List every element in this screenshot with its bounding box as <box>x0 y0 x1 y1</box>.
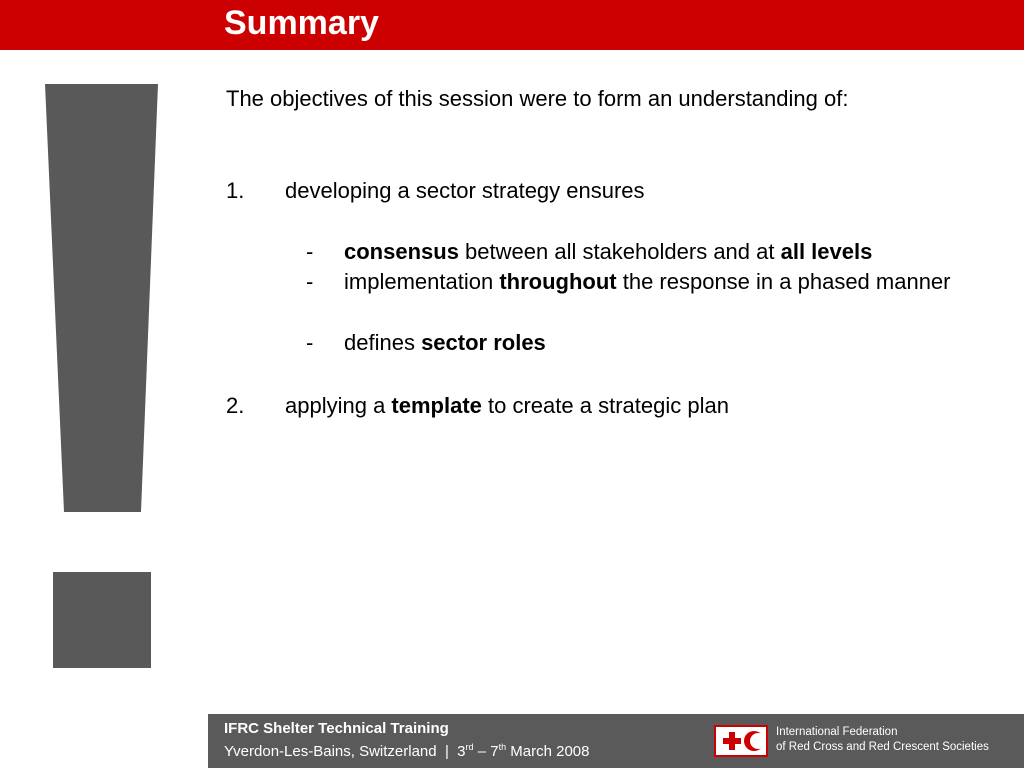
bullet-text-part: implementation <box>344 269 500 294</box>
bullet-text-part: between all stakeholders and at <box>458 239 781 264</box>
emphasis-all-levels: all levels <box>780 239 873 264</box>
bullet-text <box>344 328 964 358</box>
bullet-text <box>344 267 964 297</box>
footer-bar <box>208 714 1024 768</box>
footer-sup: rd <box>465 742 474 752</box>
footer-title: IFRC Shelter Technical Training <box>224 720 449 737</box>
item-text-part: applying a <box>285 393 392 418</box>
bullet-text-part: defines <box>344 330 422 355</box>
emphasis-sector-roles: sector roles <box>421 330 546 355</box>
item-text <box>285 391 729 421</box>
bullet-dash: - <box>306 269 314 294</box>
item-text-part: to create a strategic plan <box>481 393 729 418</box>
bullet-text <box>344 237 964 267</box>
emphasis-consensus: consensus <box>344 239 459 264</box>
org-name-line: of Red Cross and Red Crescent Societies <box>776 741 989 753</box>
emphasis-throughout: throughout <box>499 269 617 294</box>
footer-sup: th <box>498 742 507 752</box>
emphasis-template: template <box>391 393 482 418</box>
item-number: 1. <box>226 178 245 203</box>
exclamation-mark-icon <box>0 0 170 680</box>
bullet-text-part: the response in a phased manner <box>616 269 951 294</box>
footer-location: Yverdon-Les-Bains, Switzerland | 3 <box>224 743 466 760</box>
item-number: 2. <box>226 393 245 418</box>
red-cross-red-crescent-icon <box>714 725 768 757</box>
intro-text: The objectives of this session were to form an understanding of: <box>226 86 849 111</box>
bullet-dash: - <box>306 239 314 264</box>
org-name <box>776 725 989 755</box>
footer-date-end: March 2008 <box>506 743 590 760</box>
footer-date-sep: – 7 <box>473 743 499 760</box>
footer-location-date <box>224 742 589 760</box>
slide-title: Summary <box>224 4 379 42</box>
bullet-dash: - <box>306 330 314 355</box>
org-name-line: International Federation <box>776 726 898 738</box>
item-text: developing a sector strategy ensures <box>285 178 645 203</box>
